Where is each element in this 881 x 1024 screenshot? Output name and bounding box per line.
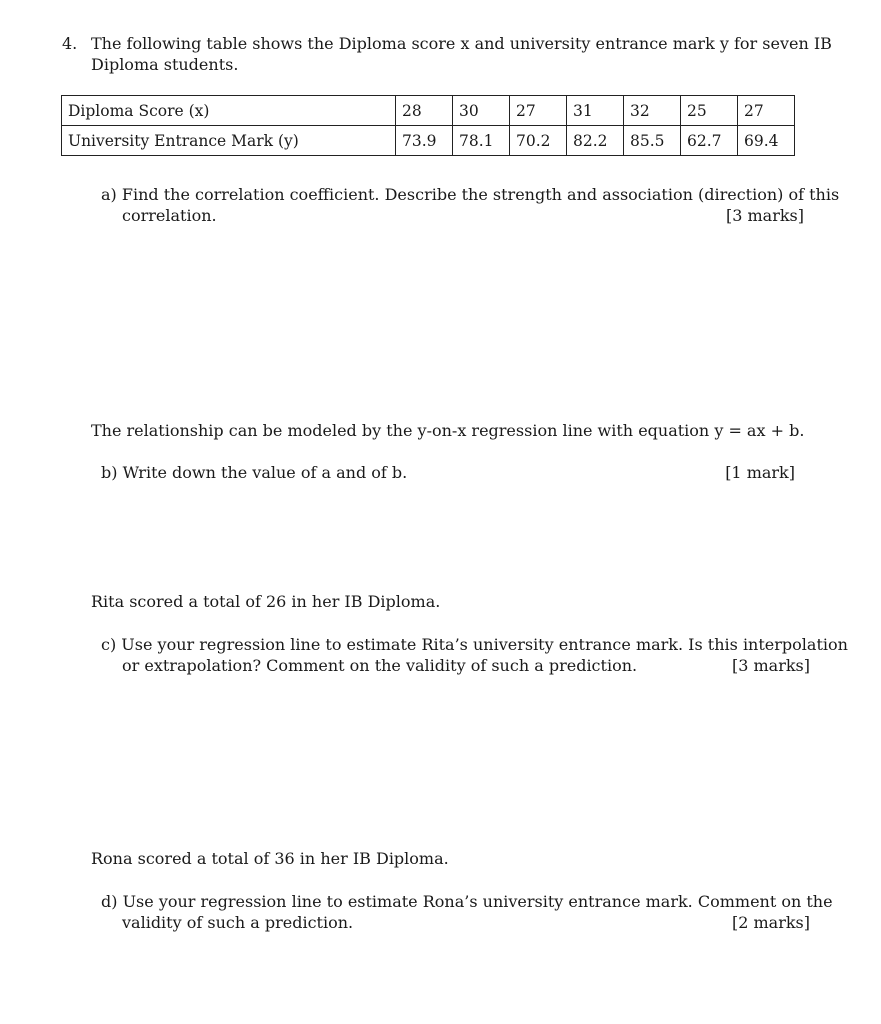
table-row	[62, 96, 795, 126]
question-intro-line2: Diploma students.	[91, 55, 239, 74]
question-number: 4.	[62, 34, 78, 53]
table-cell: 27	[510, 96, 567, 126]
table-cell: 62.7	[681, 126, 738, 156]
regression-note: The relationship can be modeled by the y-on-x regression line with equation y = ax + b.	[91, 421, 805, 440]
table-cell: 27	[738, 96, 795, 126]
table-cell: 82.2	[567, 126, 624, 156]
table-cell: 25	[681, 96, 738, 126]
table-cell: 32	[624, 96, 681, 126]
part-d-line2: validity of such a prediction.	[122, 913, 354, 932]
part-b-marks: [1 mark]	[725, 463, 795, 482]
part-c-line2: or extrapolation? Comment on the validity of such a prediction.	[122, 656, 638, 675]
question-intro-line1: The following table shows the Diploma score x and university entrance mark y for seven IB	[91, 34, 832, 53]
table-row	[62, 126, 795, 156]
part-b-line1: b) Write down the value of a and of b.	[101, 463, 408, 482]
part-c-marks: [3 marks]	[731, 656, 810, 675]
table-cell: 85.5	[624, 126, 681, 156]
table-cell: 69.4	[738, 126, 795, 156]
part-a-line2: correlation.	[122, 206, 217, 225]
table-cell: 30	[453, 96, 510, 126]
rita-note: Rita scored a total of 26 in her IB Diploma.	[91, 592, 441, 611]
part-a-marks: [3 marks]	[725, 206, 804, 225]
part-d-marks: [2 marks]	[731, 913, 810, 932]
row-label-diploma-score: Diploma Score (x)	[62, 96, 396, 126]
row-label-entrance-mark: University Entrance Mark (y)	[62, 126, 396, 156]
table-cell: 28	[396, 96, 453, 126]
table-cell: 78.1	[453, 126, 510, 156]
part-d-line1: d) Use your regression line to estimate Rona’s university entrance mark. Comment on the	[101, 892, 833, 911]
rona-note: Rona scored a total of 36 in her IB Diploma.	[91, 849, 449, 868]
part-a-line1: a) Find the correlation coefficient. Describe the strength and association (direction) of this	[101, 185, 840, 204]
data-table	[61, 95, 795, 156]
table-cell: 31	[567, 96, 624, 126]
part-c-line1: c) Use your regression line to estimate Rita’s university entrance mark. Is this interpolation	[101, 635, 848, 654]
table-cell: 70.2	[510, 126, 567, 156]
table-cell: 73.9	[396, 126, 453, 156]
